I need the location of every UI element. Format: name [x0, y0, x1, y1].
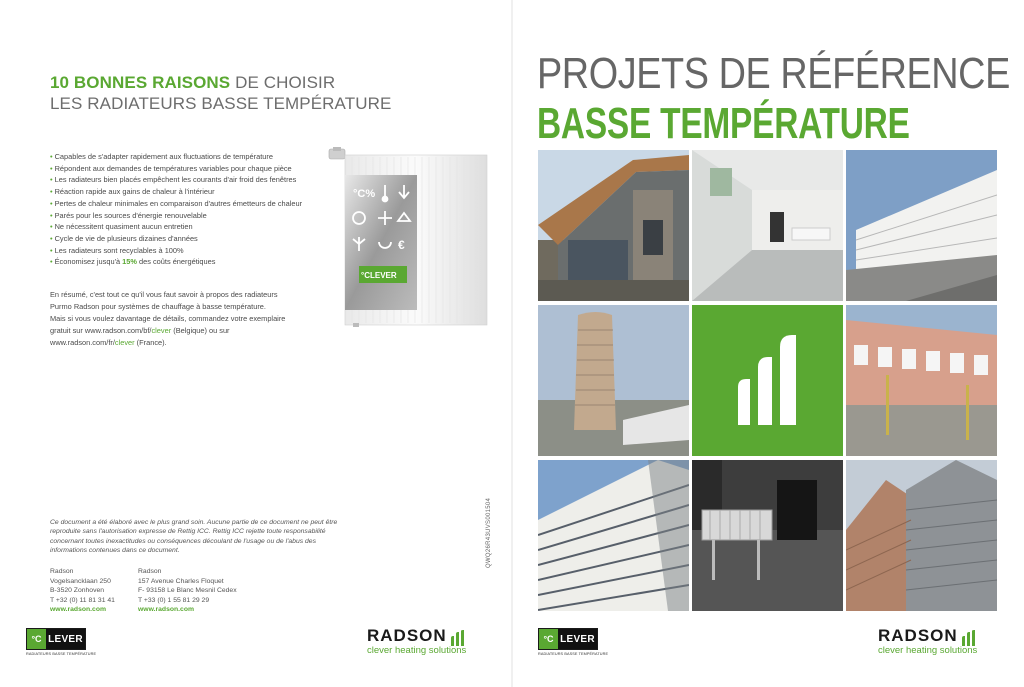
skyscrapers-photo — [846, 460, 997, 611]
clever-link-fr[interactable]: clever — [114, 338, 135, 347]
reason-item: • Ne nécessitent quasiment aucun entretien — [50, 222, 193, 232]
page-spine — [511, 0, 513, 687]
bullet-icon: • — [50, 245, 53, 255]
website-link-be[interactable]: www.radson.com — [50, 606, 107, 614]
reason-item: • Capables de s'adapter rapidement aux fluctuations de température — [50, 152, 273, 161]
clever-logo: °C LEVER RADIATEURS BASSE TEMPÉRATURE — [26, 628, 88, 656]
summary-paragraph: En résumé, c'est tout ce qu'il vous faut savoir à propos des radiateurs Purmo Radson pour systèmes de chauffage à basse température. Mais si vous voulez davantage de détails, commandez votre exemplaire gratuit sur www.radson.com/bf/clever (Belgique) ou sur www.radson.com/fr/clever (France). — [50, 290, 286, 347]
building-with-curved-roof-photo — [538, 150, 689, 301]
bullet-icon: • — [50, 198, 53, 208]
radson-logo-right: RADSON clever heating solutions — [878, 626, 978, 656]
radiator-image — [323, 147, 493, 327]
reasons-heading-rest: DE CHOISIR — [230, 73, 336, 92]
title-line-1: PROJETS DE RÉFÉRENCE — [537, 49, 1010, 98]
reason-item: • Les radiateurs bien placés empêchent les courants d'air froid des fenêtres — [50, 175, 297, 185]
website-link-fr[interactable]: www.radson.com — [138, 606, 195, 614]
radiator-interior-photo — [692, 460, 843, 611]
bullet-icon: • — [50, 187, 53, 197]
reason-item: • Réaction rapide aux gains de chaleur à l'intérieur — [50, 187, 215, 197]
savings-highlight: 15% — [122, 257, 137, 267]
bullet-icon: • — [50, 175, 53, 185]
title-line-2: BASSE TEMPÉRATURE — [537, 99, 910, 148]
bullet-icon: • — [50, 222, 53, 232]
bullet-icon: • — [50, 163, 53, 173]
reasons-list — [50, 151, 320, 268]
bullet-icon: • — [50, 257, 53, 267]
clever-logo-right: °C LEVER RADIATEURS BASSE TEMPÉRATURE — [538, 628, 600, 656]
radson-bars-icon — [450, 630, 466, 646]
white-interior-room-photo — [692, 150, 843, 301]
reason-item: • Les radiateurs sont recyclables à 100% — [50, 245, 184, 255]
reason-item: • Cycle de vie de plusieurs dizaines d'années — [50, 233, 198, 243]
radson-logo: RADSON clever heating solutions — [367, 626, 467, 656]
bullet-icon: • — [50, 152, 53, 161]
disclaimer-text: Ce document a été élaboré avec le plus grand soin. Aucune partie de ce document ne peut être reproduite sans l'autorisation expresse de Rettig ICC. Rettig ICC rejette toute responsabilité concernant toutes inexactitudes ou conséquences découlant de l'usage ou de l'abus des informations contenues dans ce document. — [50, 519, 338, 554]
row-houses-construction-photo — [846, 305, 997, 456]
radson-green-logo-tile — [692, 305, 843, 456]
reasons-heading — [50, 72, 450, 114]
address-belgium: Radson Vogelsancklaan 250 B-3520 Zonhoven T +32 (0) 11 81 31 41 www.radson.com — [50, 568, 115, 614]
reason-item: • Parés pour les sources d'énergie renouvelable — [50, 210, 207, 220]
reason-item: • Pertes de chaleur minimales en comparaison d'autres émetteurs de chaleur — [50, 198, 303, 208]
reason-item: • Économisez jusqu'à 15% des coûts énergétiques — [50, 257, 216, 267]
high-rise-apartment-photo — [538, 460, 689, 611]
modern-apartment-block-photo — [846, 150, 997, 301]
address-france: Radson 157 Avenue Charles Floquet F- 93158 Le Blanc Mesnil Cedex T +33 (0) 1 55 81 29 29 www.radson.com — [138, 568, 237, 614]
bullet-icon: • — [50, 233, 53, 243]
reason-item: • Répondent aux demandes de températures variables pour chaque pièce — [50, 163, 292, 173]
sticker-clever-label: °CLEVER — [361, 271, 397, 280]
clever-link-be[interactable]: clever — [151, 326, 172, 335]
svg-text:€: € — [398, 238, 405, 252]
reasons-heading-line2: LES RADIATEURS BASSE TEMPÉRATURE — [50, 94, 392, 113]
radson-bars-icon — [961, 630, 977, 646]
reference-photo-grid — [538, 150, 997, 612]
bullet-icon: • — [50, 210, 53, 220]
reasons-heading-strong: 10 BONNES RAISONS — [50, 73, 231, 92]
document-code: QWQ26R43UVS001504 — [486, 497, 492, 568]
svg-text:°C%: °C% — [353, 188, 376, 200]
round-tower-photo — [538, 305, 689, 456]
